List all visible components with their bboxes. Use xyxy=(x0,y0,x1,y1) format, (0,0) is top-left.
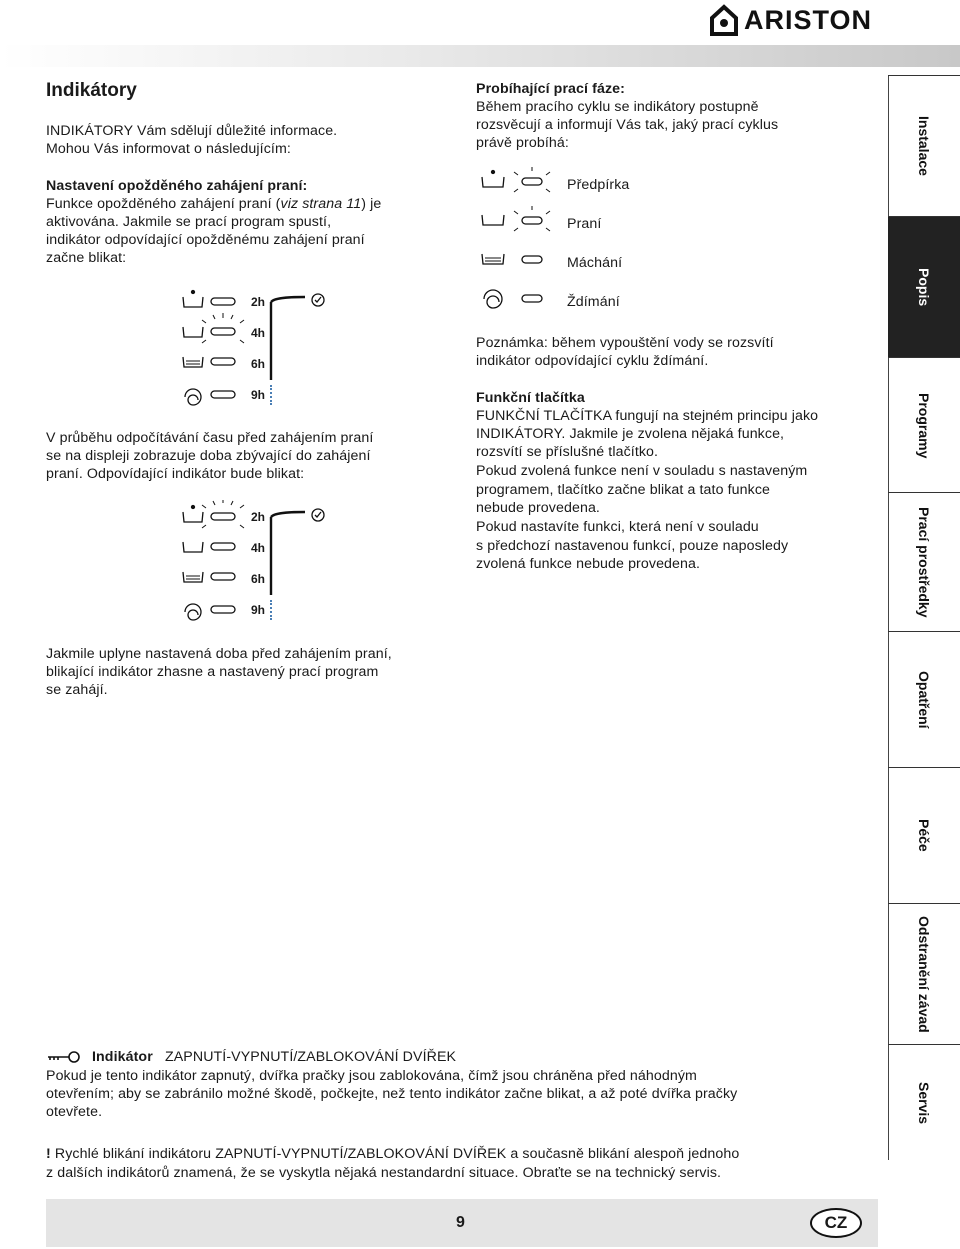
hour-label-2h: 2h xyxy=(251,295,266,309)
language-code: CZ xyxy=(824,1213,848,1232)
lock-text: otevřením; aby se zabránilo možné škodě, počkejte, než tento indikátor začne blikat, a až poté dvířka pračky xyxy=(46,1086,738,1102)
delay-diagram-1 xyxy=(175,285,335,410)
delay-text: aktivována. Jakmile se prací program spustí, xyxy=(46,214,332,230)
tab-opatreni[interactable] xyxy=(888,631,960,767)
brand-name: ARISTON xyxy=(743,4,872,35)
warning-line: z dalších indikátorů znamená, že se vyskytla nějaká nestandardní situace. Obraťte se na technický servis. xyxy=(46,1165,722,1181)
func-text: FUNKČNÍ TLAČÍTKA fungují na stejném principu jako xyxy=(476,408,819,424)
func-text: Pokud nastavíte funkci, která není v souladu xyxy=(476,519,759,535)
lock-heading xyxy=(92,1048,456,1067)
phase-wash: Praní xyxy=(567,216,602,232)
tab-label: Odstranění závad xyxy=(916,915,932,1033)
hour-label-2h: 2h xyxy=(251,510,266,524)
delay-text-a: Funkce opožděného zahájení praní ( xyxy=(46,196,281,212)
delay-diagram-2 xyxy=(175,500,335,625)
func-heading: Funkční tlačítka xyxy=(476,390,585,406)
hour-label-6h: 6h xyxy=(251,572,266,586)
blink-dots xyxy=(270,385,272,405)
tab-label: Prací prostředky xyxy=(916,506,932,618)
phase-text: Během pracího cyklu se indikátory postupně xyxy=(476,99,759,115)
func-text: nebude provedena. xyxy=(476,500,600,516)
func-text: rozsvítí se příslušné tlačítko. xyxy=(476,444,659,460)
intro-line: Mohou Vás informovat o následujícím: xyxy=(46,141,291,157)
end-text: Jakmile uplyne nastavená doba před zahájením praní, xyxy=(46,646,392,662)
note-text: Poznámka: během vypouštění vody se rozsvítí xyxy=(476,335,774,351)
end-text: blikající indikátor zhasne a nastavený prací program xyxy=(46,664,379,680)
blink-dots xyxy=(270,600,272,620)
func-text: INDIKÁTORY. Jakmile je zvolena nějaká funkce, xyxy=(476,426,785,442)
tab-pece[interactable] xyxy=(888,767,960,903)
phase-spin: Ždímání xyxy=(567,294,620,310)
tab-servis[interactable] xyxy=(888,1044,960,1161)
header-bar xyxy=(0,45,960,67)
tab-label: Programy xyxy=(916,392,932,459)
hour-label-4h: 4h xyxy=(251,541,266,555)
countdown-text: praní. Odpovídající indikátor bude blikat: xyxy=(46,466,305,482)
delay-heading: Nastavení opožděného zahájení praní: xyxy=(46,178,308,194)
countdown-text: V průběhu odpočítávání času před zahájením praní xyxy=(46,430,374,446)
tab-label: Péče xyxy=(916,819,932,852)
warning-mark: ! xyxy=(46,1146,51,1162)
ariston-logo xyxy=(710,2,872,38)
lock-text: Pokud je tento indikátor zapnutý, dvířka pračky jsou zablokována, čímž jsou chráněna před náhodným xyxy=(46,1068,697,1084)
phase-rinse: Máchání xyxy=(567,255,623,271)
page-title: Indikátory xyxy=(46,80,137,101)
lock-heading-label: Indikátor xyxy=(92,1049,153,1065)
tab-label: Servis xyxy=(916,1081,932,1125)
tab-instalace[interactable] xyxy=(888,75,960,216)
phase-icons xyxy=(478,165,558,315)
intro-line: INDIKÁTORY Vám sdělují důležité informace. xyxy=(46,123,338,139)
phase-prewash: Předpírka xyxy=(567,177,630,193)
phase-indicators xyxy=(478,165,558,315)
key-icon xyxy=(46,1050,82,1064)
phase-heading: Probíhající prací fáze: xyxy=(476,81,625,97)
note-text: indikátor odpovídající cyklu ždímání. xyxy=(476,353,709,369)
page-number: 9 xyxy=(456,1214,465,1231)
warning-text xyxy=(46,1145,739,1164)
tab-praci-prostredky[interactable] xyxy=(888,492,960,631)
end-text: se zahájí. xyxy=(46,682,108,698)
delay-text: indikátor odpovídající opožděnému zahájení praní xyxy=(46,232,365,248)
phase-text: právě probíhá: xyxy=(476,135,569,151)
tab-label: Popis xyxy=(916,267,932,307)
func-text: programem, tlačítko začne blikat a tato funkce xyxy=(476,482,771,498)
hour-label-9h: 9h xyxy=(251,388,266,402)
func-text: s předchozí nastavenou funkcí, pouze naposledy xyxy=(476,538,789,554)
warning-line: Rychlé blikání indikátoru ZAPNUTÍ-VYPNUTÍ/ZABLOKOVÁNÍ DVÍŘEK a současně blikání alespoň jednoho xyxy=(54,1146,740,1162)
tab-popis[interactable] xyxy=(888,216,960,357)
tab-programy[interactable] xyxy=(888,357,960,493)
hour-label-4h: 4h xyxy=(251,326,266,340)
delay-text: začne blikat: xyxy=(46,250,127,266)
tab-label: Instalace xyxy=(916,116,932,176)
phase-text: rozsvěcují a informují Vás tak, jaký prací cyklus xyxy=(476,117,779,133)
delay-text xyxy=(46,195,438,214)
house-logo-icon xyxy=(710,4,738,36)
delay-text-b: ) je xyxy=(361,196,382,212)
tab-odstraneni-zavad[interactable] xyxy=(888,903,960,1044)
func-text: Pokud zvolená funkce není v souladu s nastaveným xyxy=(476,463,808,479)
footer-bar xyxy=(46,1199,878,1247)
lock-heading-value: ZAPNUTÍ-VYPNUTÍ/ZABLOKOVÁNÍ DVÍŘEK xyxy=(164,1049,457,1065)
language-badge xyxy=(810,1208,862,1238)
func-text: zvolená funkce nebude provedena. xyxy=(476,556,701,572)
page-reference: viz strana 11 xyxy=(280,196,362,212)
countdown-text: se na displeji zobrazuje doba zbývající do zahájení xyxy=(46,448,371,464)
hour-label-9h: 9h xyxy=(251,603,266,617)
tab-label: Opatření xyxy=(916,670,932,729)
hour-label-6h: 6h xyxy=(251,357,266,371)
lock-text: otevřete. xyxy=(46,1104,103,1120)
